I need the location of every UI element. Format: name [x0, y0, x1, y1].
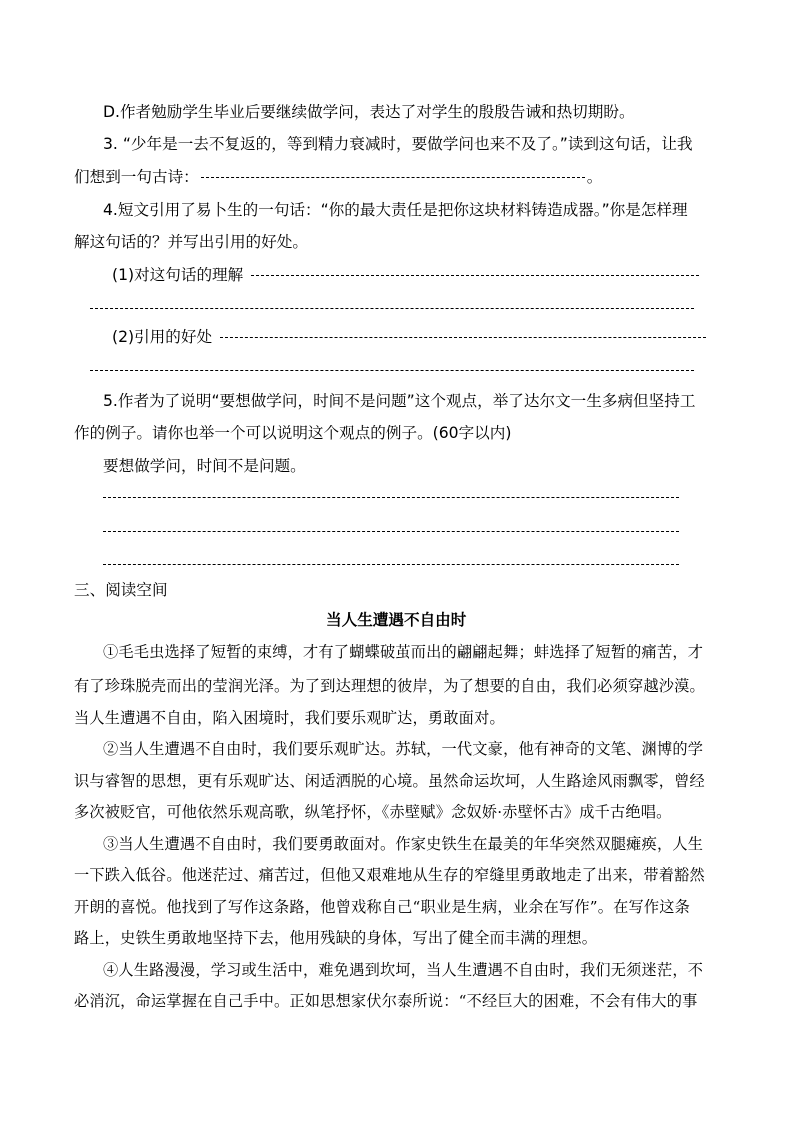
passage-p4-line2: 必消沉，命运掌握在自己手中。正如思想家伏尔泰所说：“不经巨大的困难，不会有伟大的事	[74, 992, 698, 1010]
passage-p2-line1: ②当人生遭遇不自由时，我们要乐观旷达。苏轼，一代文豪，他有神奇的文笔、渊博的学	[103, 740, 704, 758]
passage-title: 当人生遭遇不自由时	[326, 611, 467, 629]
q3-answer-blank[interactable]	[201, 177, 585, 178]
q2-option-d: D.作者勉励学生毕业后要继续做学问，表达了对学生的殷殷告诫和热切期盼。	[103, 103, 635, 121]
q4-sub2-label: (2)引用的好处	[112, 328, 213, 346]
q3-period: 。	[586, 168, 603, 186]
q4-sub1-label: (1)对这句话的理解	[112, 266, 244, 284]
passage-p1-line1: ①毛毛虫选择了短暂的束缚，才有了蝴蝶破茧而出的翩翩起舞；蚌选择了短暂的痛苦，才	[103, 643, 704, 661]
q4-sub1	[112, 264, 701, 286]
q3-line1: 3. “少年是一去不复返的，等到精力衰减时，要做学问也来不及了。”读到这句话，让我	[103, 135, 693, 153]
q3-line2	[74, 166, 602, 188]
passage-p3-line2: 一下跌入低谷。他迷茫过、痛苦过，但他又艰难地从生存的窄缝里勇敢地走了出来，带着豁然	[74, 866, 705, 884]
q4-sub1-answer-blank[interactable]	[251, 275, 699, 276]
q5-answer-line-1[interactable]	[103, 497, 679, 498]
passage-p1-line2: 有了珍珠脱壳而出的莹润光泽。为了到达理想的彼岸，为了想要的自由，我们必须穿越沙漠。	[74, 677, 705, 695]
passage-p3-line4: 路上，史铁生勇敢地坚持下去，他用残缺的身体，写出了健全而丰满的理想。	[74, 929, 598, 947]
q5-line2: 作的例子。请你也举一个可以说明这个观点的例子。(60字以内)	[74, 424, 512, 442]
passage-p1-line3: 当人生遭遇不自由，陷入困境时，我们要乐观旷达，勇敢面对。	[74, 709, 505, 727]
q5-line3: 要想做学问，时间不是问题。	[103, 457, 306, 475]
q5-line1: 5.作者为了说明“要想做学问，时间不是问题”这个观点，举了达尔文一生多病但坚持工	[103, 392, 696, 410]
q4-line1: 4.短文引用了易卜生的一句话：“你的最大责任是把你这块材料铸造成器。”你是怎样理	[103, 201, 688, 219]
passage-p4-line1: ④人生路漫漫，学习或生活中，难免遇到坎坷，当人生遭遇不自由时，我们无须迷茫，不	[103, 961, 704, 979]
q5-answer-line-2[interactable]	[103, 531, 679, 532]
q3-prompt: 们想到一句古诗：	[74, 168, 199, 186]
section-heading: 三、阅读空间	[74, 581, 168, 599]
passage-p2-line2: 识与睿智的思想，更有乐观旷达、闲适洒脱的心境。虽然命运坎坷，人生路途风雨飘零，曾经	[74, 772, 705, 790]
q4-sub1-answer-line2[interactable]	[90, 308, 694, 309]
q4-sub2-answer-line2[interactable]	[90, 370, 694, 371]
q5-answer-line-3[interactable]	[103, 564, 679, 565]
passage-p3-line3: 开朗的喜悦。他找到了写作这条路，他曾戏称自己“职业是生病，业余在写作”。在写作这条	[74, 898, 691, 916]
q4-sub2-answer-blank[interactable]	[220, 337, 706, 338]
passage-p3-line1: ③当人生遭遇不自由时，我们要勇敢面对。作家史铁生在最美的年华突然双腿瘫痪，人生	[103, 835, 704, 853]
passage-p2-line3: 多次被贬官，可他依然乐观高歌，纵笔抒怀，《赤壁赋》念奴娇·赤壁怀古》成千古绝唱。	[74, 803, 672, 821]
q4-line2: 解这句话的？并写出引用的好处。	[74, 233, 308, 251]
q4-sub2	[112, 326, 708, 348]
